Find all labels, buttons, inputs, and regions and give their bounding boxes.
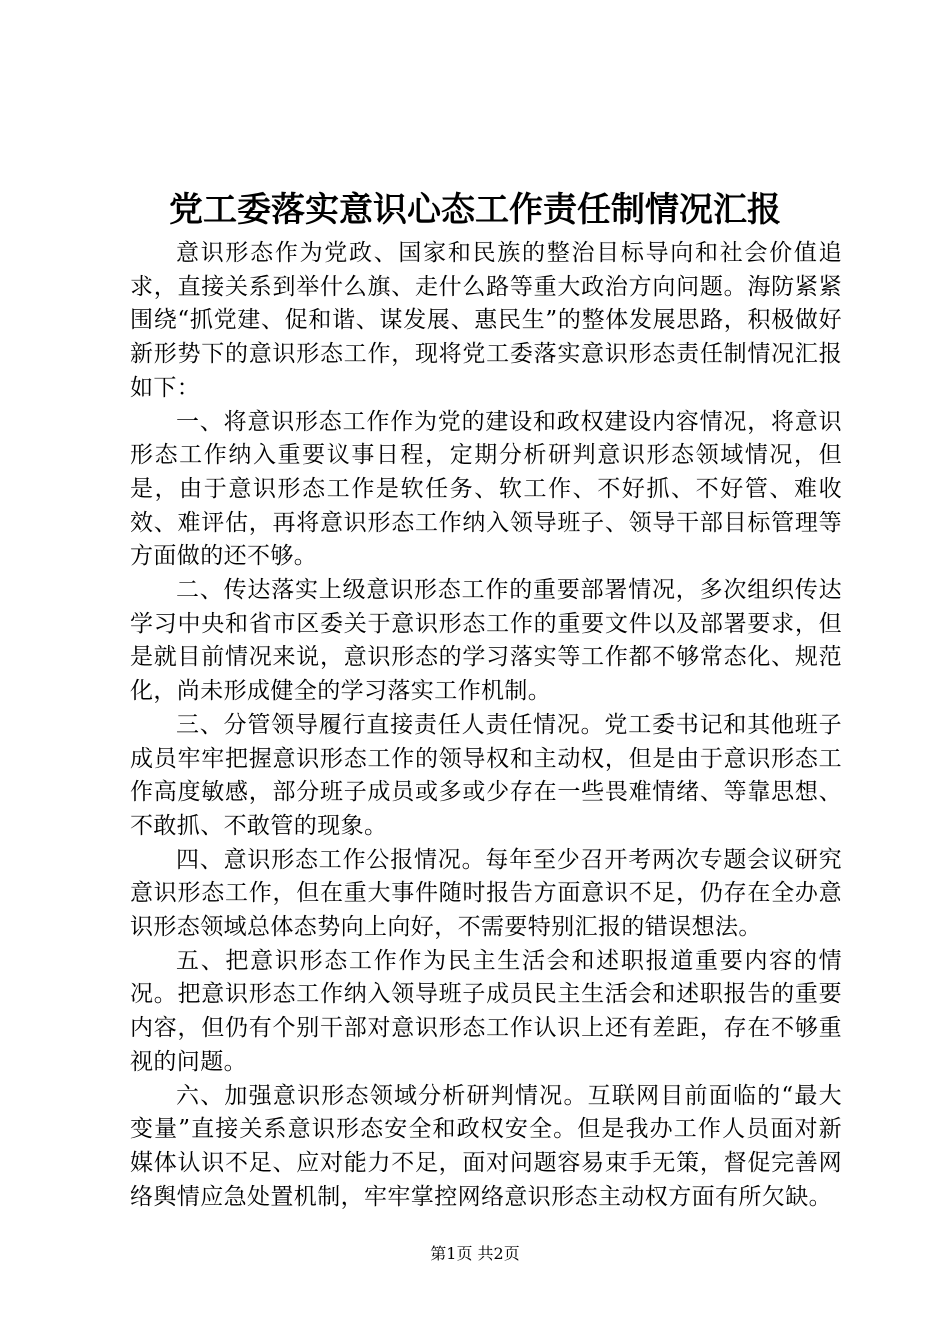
page-number-footer: 第1页 共2页 — [430, 1244, 520, 1263]
paragraph-section-3: 三、分管领导履行直接责任人责任情况。党工委书记和其他班子成员牢牢把握意识形态工作的领导权和主动权，但是由于意识形态工作高度敏感，部分班子成员或多或少存在一些畏难情绪、等靠思想、不敢抓、不敢管的现象。 — [130, 711, 842, 839]
document-body — [130, 237, 842, 1214]
paragraph-section-2: 二、传达落实上级意识形态工作的重要部署情况，多次组织传达学习中央和省市区委关于意识形态工作的重要文件以及部署要求，但是就目前情况来说，意识形态的学习落实等工作都不够常态化、规范化，尚未形成健全的学习落实工作机制。 — [130, 577, 842, 705]
paragraph-section-5: 五、把意识形态工作作为民主生活会和述职报道重要内容的情况。把意识形态工作纳入领导班子成员民主生活会和述职报告的重要内容，但仍有个别干部对意识形态工作认识上还有差距，存在不够重视的问题。 — [130, 947, 842, 1075]
paragraph-intro: 意识形态作为党政、国家和民族的整治目标导向和社会价值追求，直接关系到举什么旗、走什么路等重大政治方向问题。海防紧紧围绕“抓党建、促和谐、谋发展、惠民生”的整体发展思路，积极做好新形势下的意识形态工作，现将党工委落实意识形态责任制情况汇报如下： — [130, 240, 842, 401]
paragraph-section-6: 六、加强意识形态领域分析研判情况。互联网目前面临的“最大变量”直接关系意识形态安全和政权安全。但是我办工作人员面对新媒体认识不足、应对能力不足，面对问题容易束手无策，督促完善网络舆情应急处置机制，牢牢掌控网络意识形态主动权方面有所欠缺。 — [130, 1082, 842, 1210]
document-title: 党工委落实意识心态工作责任制情况汇报 — [169, 190, 781, 230]
paragraph-section-4: 四、意识形态工作公报情况。每年至少召开考两次专题会议研究意识形态工作，但在重大事件随时报告方面意识不足，仍存在全办意识形态领域总体态势向上向好，不需要特别汇报的错误想法。 — [130, 846, 842, 941]
paragraph-section-1: 一、将意识形态工作作为党的建设和政权建设内容情况，将意识形态工作纳入重要议事日程，定期分析研判意识形态领域情况，但是，由于意识形态工作是软任务、软工作、不好抓、不好管、难收效、难评估，再将意识形态工作纳入领导班子、领导干部目标管理等方面做的还不够。 — [130, 408, 842, 570]
